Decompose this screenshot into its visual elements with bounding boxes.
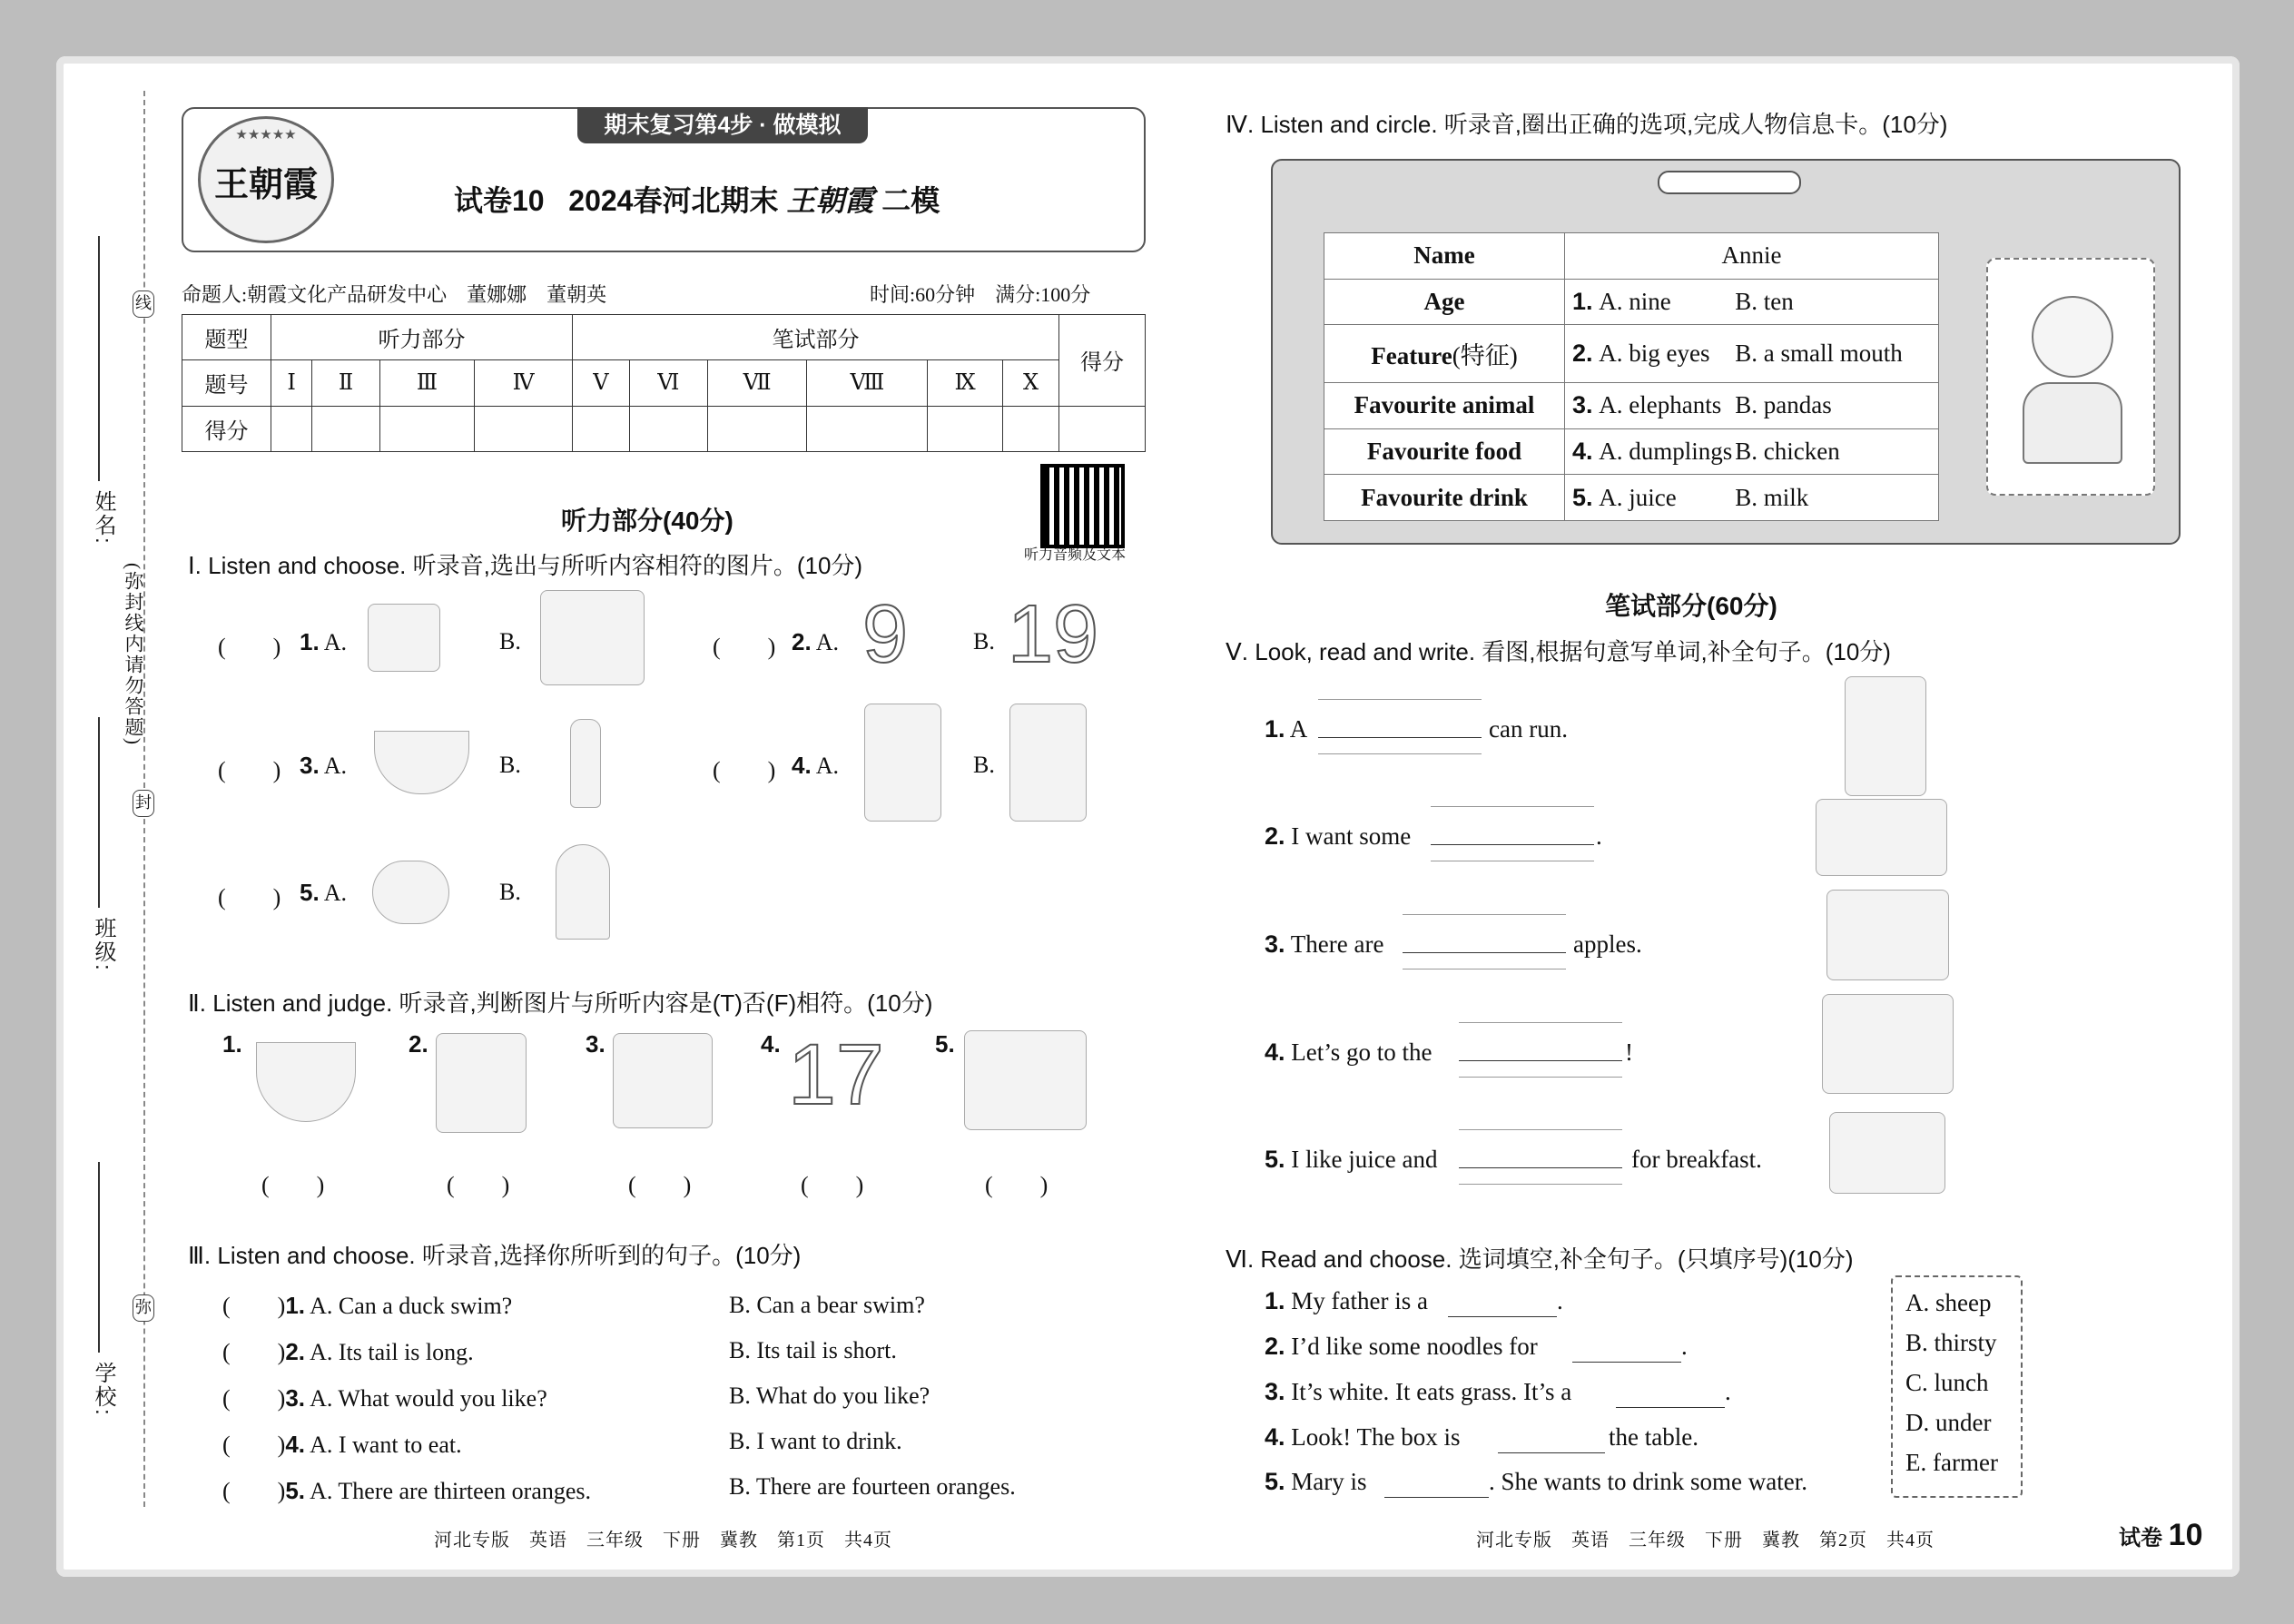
s2-num-2: 2. xyxy=(409,1030,428,1058)
s3-opt-b: B. There are fourteen oranges. xyxy=(729,1473,1016,1500)
s5-blank-4[interactable] xyxy=(1459,1060,1622,1061)
info-opt-a[interactable]: A. big eyes xyxy=(1599,340,1710,368)
s1-opt-a-1: A. xyxy=(323,629,348,655)
water-bottle-image xyxy=(570,719,601,808)
s5-item-5 xyxy=(1265,1146,1437,1174)
s3-opt-a: A. I want to eat. xyxy=(310,1432,462,1458)
card-slot xyxy=(1658,171,1801,194)
info-num: 4. xyxy=(1572,437,1593,465)
s1-opt-b-2: B. xyxy=(973,628,995,655)
col-x: Ⅹ xyxy=(1002,360,1058,406)
s6-num: 3. xyxy=(1265,1378,1285,1405)
s2-num-1: 1. xyxy=(222,1030,242,1058)
page-title xyxy=(454,178,940,220)
s6-num: 1. xyxy=(1265,1287,1285,1314)
info-key-feature-cn: (特征) xyxy=(1452,342,1518,370)
footer-num: 10 xyxy=(2168,1518,2203,1552)
s6-pre: I’d like some noodles for xyxy=(1291,1333,1538,1360)
s6-item-3 xyxy=(1265,1378,1571,1406)
s2-paren-1[interactable]: ( ) xyxy=(261,1172,325,1198)
col-vi: Ⅵ xyxy=(629,360,707,406)
s2-paren-2[interactable]: ( ) xyxy=(447,1172,510,1198)
title-main: 2024春河北期末 xyxy=(568,184,779,217)
score-cell[interactable] xyxy=(379,406,474,451)
col-i: Ⅰ xyxy=(271,360,312,406)
name-blank[interactable] xyxy=(98,236,100,481)
s6-post-2: . xyxy=(1681,1333,1688,1360)
s1-num-5: 5. xyxy=(300,879,320,906)
th-listening: 听力部分 xyxy=(271,315,573,360)
s1-paren-2[interactable]: ( ) xyxy=(713,634,776,660)
s5-post-3: apples. xyxy=(1573,930,1642,958)
s6-blank-1[interactable] xyxy=(1448,1316,1557,1317)
s5-item-4 xyxy=(1265,1038,1433,1067)
s6-pre: Look! The box is xyxy=(1291,1423,1461,1451)
word-option: A. sheep xyxy=(1905,1289,1992,1316)
th-score: 得分 xyxy=(1059,315,1146,407)
s6-pre: Mary is xyxy=(1291,1468,1367,1495)
s1-opt-b-3: B. xyxy=(499,752,521,778)
s6-blank-5[interactable] xyxy=(1384,1497,1489,1498)
info-opt-a[interactable]: A. elephants xyxy=(1599,391,1722,419)
qr-caption: 听力音频及文本 xyxy=(1024,547,1127,563)
s1-paren-4[interactable]: ( ) xyxy=(713,757,776,783)
s5-item-2 xyxy=(1265,822,1411,851)
margin-mark-seal: 封 xyxy=(133,790,154,817)
s6-num: 5. xyxy=(1265,1468,1285,1495)
s5-post-2: . xyxy=(1596,822,1602,850)
section-2-title: Ⅱ. Listen and judge. 听录音,判断图片与所听内容是(T)否(F)相符。(10分) xyxy=(188,989,933,1017)
ice-cream-image xyxy=(556,844,610,940)
score-cell[interactable] xyxy=(573,406,630,451)
header-tab: 期末复习第4步 · 做模拟 xyxy=(577,107,868,143)
s2-num-4: 4. xyxy=(761,1030,781,1058)
s5-item-3 xyxy=(1265,930,1383,959)
s6-item-2 xyxy=(1265,1333,1538,1361)
s3-num: 4. xyxy=(285,1431,306,1458)
s5-post-1: can run. xyxy=(1489,715,1568,743)
s5-pre: There are xyxy=(1290,930,1384,958)
s3-num: 5. xyxy=(285,1477,306,1504)
s1-paren-3[interactable]: ( ) xyxy=(218,757,281,783)
th-type: 题型 xyxy=(182,315,271,360)
score-cell[interactable] xyxy=(1059,406,1146,451)
info-num: 5. xyxy=(1572,483,1593,511)
s3-opt-a: A. Its tail is long. xyxy=(310,1339,474,1365)
s1-paren-1[interactable]: ( ) xyxy=(218,634,281,660)
s5-pre: I like juice and xyxy=(1291,1146,1438,1173)
col-ix: Ⅸ xyxy=(928,360,1003,406)
s5-num: 4. xyxy=(1265,1038,1285,1066)
authors: 命题人:朝霞文化产品研发中心 董娜娜 董朝英 xyxy=(182,283,607,306)
s1-opt-a-3: A. xyxy=(323,753,348,779)
score-cell[interactable] xyxy=(1002,406,1058,451)
kingfisher-bird-image xyxy=(368,604,440,672)
chair-with-box-image xyxy=(1009,704,1087,822)
s3-paren[interactable]: ( ) xyxy=(222,1293,286,1319)
s6-pre: My father is a xyxy=(1291,1287,1428,1314)
class-blank[interactable] xyxy=(98,717,100,908)
col-v: Ⅴ xyxy=(573,360,630,406)
s5-pre: I want some xyxy=(1291,822,1412,850)
word-option: E. farmer xyxy=(1905,1449,1998,1476)
info-table xyxy=(1324,232,1939,521)
col-ii: Ⅱ xyxy=(312,360,380,406)
s6-blank-4[interactable] xyxy=(1498,1452,1605,1453)
info-key-drink: Favourite drink xyxy=(1324,475,1565,521)
s3-num: 3. xyxy=(285,1384,306,1412)
section-5-title: Ⅴ. Look, read and write. 看图,根据句意写单词,补全句子。(10分) xyxy=(1226,638,1891,665)
score-cell[interactable] xyxy=(707,406,807,451)
title-tail: 二模 xyxy=(881,184,940,217)
word-option: C. lunch xyxy=(1905,1369,1989,1396)
s3-paren[interactable]: ( ) xyxy=(222,1478,286,1504)
score-cell[interactable] xyxy=(475,406,573,451)
dog-image xyxy=(436,1033,527,1133)
vegetables-image xyxy=(1816,799,1947,876)
s5-blank-1[interactable] xyxy=(1318,737,1482,738)
s3-opt-a: A. Can a duck swim? xyxy=(310,1293,513,1319)
s5-post-5: for breakfast. xyxy=(1631,1146,1762,1173)
s2-paren-4[interactable]: ( ) xyxy=(801,1172,864,1198)
info-opt-b[interactable]: B. pandas xyxy=(1735,391,1832,419)
s1-opt-a-4: A. xyxy=(815,753,840,779)
apples-image xyxy=(1826,890,1949,980)
s6-post-5: . She wants to drink some water. xyxy=(1489,1468,1807,1495)
th-writing: 笔试部分 xyxy=(573,315,1059,360)
section-3-title: Ⅲ. Listen and choose. 听录音,选择你所听到的句子。(10分) xyxy=(188,1242,802,1269)
col-iv: Ⅳ xyxy=(475,360,573,406)
s1-opt-b-1: B. xyxy=(499,628,521,655)
info-key-food: Favourite food xyxy=(1324,428,1565,475)
score-cell[interactable] xyxy=(271,406,312,451)
score-cell[interactable] xyxy=(312,406,380,451)
margin-note: (弥封线内请勿答题) xyxy=(123,563,144,746)
info-key-animal: Favourite animal xyxy=(1324,382,1565,428)
s6-item-1 xyxy=(1265,1287,1428,1315)
s1-opt-b-4: B. xyxy=(973,752,995,778)
info-opt-b[interactable]: B. ten xyxy=(1735,288,1794,316)
s5-num: 1. xyxy=(1265,715,1285,743)
info-key-feature xyxy=(1324,325,1565,382)
s3-paren[interactable]: ( ) xyxy=(222,1339,286,1365)
qr-code[interactable] xyxy=(1044,468,1121,545)
s3-paren[interactable]: ( ) xyxy=(222,1432,286,1458)
info-key-name: Name xyxy=(1324,233,1565,280)
s5-blank-2[interactable] xyxy=(1431,844,1594,845)
info-opt-a[interactable]: A. nine xyxy=(1599,288,1671,316)
info-num: 3. xyxy=(1572,391,1593,419)
s3-opt-a: A. There are thirteen oranges. xyxy=(310,1478,592,1504)
info-key-feature-en: Feature xyxy=(1371,342,1452,370)
number-17-image: 17 xyxy=(788,1027,884,1123)
zoo-image xyxy=(1822,994,1954,1094)
s3-opt-a: A. What would you like? xyxy=(310,1385,547,1412)
title-num: 试卷10 xyxy=(454,184,545,217)
horse-image xyxy=(1845,676,1926,796)
name-label: 姓名: xyxy=(91,490,115,546)
chair-image xyxy=(864,704,941,822)
s3-list-b xyxy=(729,1283,1016,1510)
s2-paren-5[interactable]: ( ) xyxy=(985,1172,1049,1198)
s6-item-5 xyxy=(1265,1468,1367,1496)
s1-paren-5[interactable]: ( ) xyxy=(218,884,281,910)
margin-mark-mi: 弥 xyxy=(133,1294,154,1322)
word-option: D. under xyxy=(1905,1409,1992,1436)
s3-num: 1. xyxy=(285,1292,306,1319)
s1-opt-b-5: B. xyxy=(499,879,521,905)
s3-num: 2. xyxy=(285,1338,306,1365)
listening-heading: 听力部分(40分) xyxy=(561,507,733,535)
info-num: 1. xyxy=(1572,288,1593,316)
school-label: 学校: xyxy=(91,1362,115,1417)
section-1-title: Ⅰ. Listen and choose. 听录音,选出与所听内容相符的图片。(10分) xyxy=(188,552,863,579)
s6-post-4: the table. xyxy=(1609,1423,1698,1451)
info-opt-b[interactable]: B. a small mouth xyxy=(1735,340,1903,368)
score-cell[interactable] xyxy=(807,406,928,451)
footer-right: 河北专版 英语 三年级 下册 冀教 第2页 共4页 xyxy=(1476,1530,1935,1550)
brand-logo: ★★★★★ 王朝霞 xyxy=(198,116,334,243)
s6-num: 4. xyxy=(1265,1423,1285,1451)
writing-heading: 笔试部分(60分) xyxy=(1605,592,1777,620)
s6-item-4 xyxy=(1265,1423,1461,1452)
hot-dog-image xyxy=(372,861,449,924)
footer-label: 试卷 xyxy=(2119,1526,2162,1550)
logo-text: 王朝霞 xyxy=(213,166,318,204)
number-19-image: 19 xyxy=(1008,589,1099,680)
s1-opt-a-2: A. xyxy=(815,629,840,655)
s3-opt-b: B. Can a bear swim? xyxy=(729,1292,925,1318)
s3-opt-b: B. What do you like? xyxy=(729,1383,930,1409)
section-6-title: Ⅵ. Read and choose. 选词填空,补全句子。(只填序号)(10分) xyxy=(1226,1245,1854,1273)
time-score: 时间:60分钟 满分:100分 xyxy=(870,283,1091,306)
s1-num-1: 1. xyxy=(300,628,320,655)
s6-blank-3[interactable] xyxy=(1616,1407,1725,1408)
info-opt-a[interactable]: A. juice xyxy=(1599,483,1677,511)
s5-blank-5[interactable] xyxy=(1459,1167,1622,1168)
s5-num: 5. xyxy=(1265,1146,1285,1173)
s1-num-2: 2. xyxy=(792,628,812,655)
s6-pre: It’s white. It eats grass. It’s a xyxy=(1291,1378,1572,1405)
s2-paren-3[interactable]: ( ) xyxy=(628,1172,692,1198)
s5-num: 3. xyxy=(1265,930,1285,958)
th-number: 题号 xyxy=(182,360,271,406)
col-iii: Ⅲ xyxy=(379,360,474,406)
col-viii: Ⅷ xyxy=(807,360,928,406)
s5-pre: A xyxy=(1289,715,1308,743)
row-score-label: 得分 xyxy=(182,406,271,451)
word-bank xyxy=(1891,1275,2023,1498)
margin-mark-line: 线 xyxy=(133,290,154,318)
score-table xyxy=(182,314,1146,452)
s3-list xyxy=(222,1283,591,1514)
boy-breakfast-image xyxy=(1829,1112,1945,1194)
elephant-image xyxy=(540,590,645,685)
word-option: B. thirsty xyxy=(1905,1329,1997,1356)
info-val-name: Annie xyxy=(1565,233,1939,280)
s6-post-3: . xyxy=(1725,1378,1731,1405)
info-opt-a[interactable]: A. dumplings xyxy=(1599,437,1733,465)
girl-portrait-image xyxy=(1986,258,2155,496)
s6-blank-2[interactable] xyxy=(1572,1362,1681,1363)
footer-paper-label xyxy=(2119,1518,2203,1553)
info-opt-b[interactable]: B. milk xyxy=(1735,483,1809,511)
info-num: 2. xyxy=(1572,340,1593,368)
s5-post-4: ! xyxy=(1625,1038,1633,1066)
s2-num-3: 3. xyxy=(586,1030,605,1058)
info-key-age: Age xyxy=(1324,279,1565,325)
s5-pre: Let’s go to the xyxy=(1291,1038,1433,1066)
s3-opt-b: B. Its tail is short. xyxy=(729,1337,897,1363)
milk-carton-image xyxy=(613,1033,713,1128)
school-blank[interactable] xyxy=(98,1162,100,1353)
s3-paren[interactable]: ( ) xyxy=(222,1385,286,1412)
s5-item-1 xyxy=(1265,715,1307,743)
score-cell[interactable] xyxy=(928,406,1003,451)
s1-opt-a-5: A. xyxy=(323,880,348,906)
footer-left: 河北专版 英语 三年级 下册 冀教 第1页 共4页 xyxy=(434,1530,892,1550)
s1-num-4: 4. xyxy=(792,752,812,779)
info-opt-b[interactable]: B. chicken xyxy=(1735,437,1840,465)
score-cell[interactable] xyxy=(629,406,707,451)
section-4-title: Ⅳ. Listen and circle. 听录音,圈出正确的选项,完成人物信息卡。(10分) xyxy=(1226,111,1948,138)
title-brand: 王朝霞 xyxy=(786,184,874,217)
s6-num: 2. xyxy=(1265,1333,1285,1360)
s3-opt-b: B. I want to drink. xyxy=(729,1428,902,1454)
number-9-image: 9 xyxy=(862,589,909,680)
col-vii: Ⅶ xyxy=(707,360,807,406)
s1-num-3: 3. xyxy=(300,752,320,779)
cows-image xyxy=(964,1030,1087,1130)
s5-num: 2. xyxy=(1265,822,1285,850)
s2-num-5: 5. xyxy=(935,1030,955,1058)
s6-post-1: . xyxy=(1557,1287,1563,1314)
class-label: 班级: xyxy=(91,917,115,972)
s5-blank-3[interactable] xyxy=(1403,952,1566,953)
